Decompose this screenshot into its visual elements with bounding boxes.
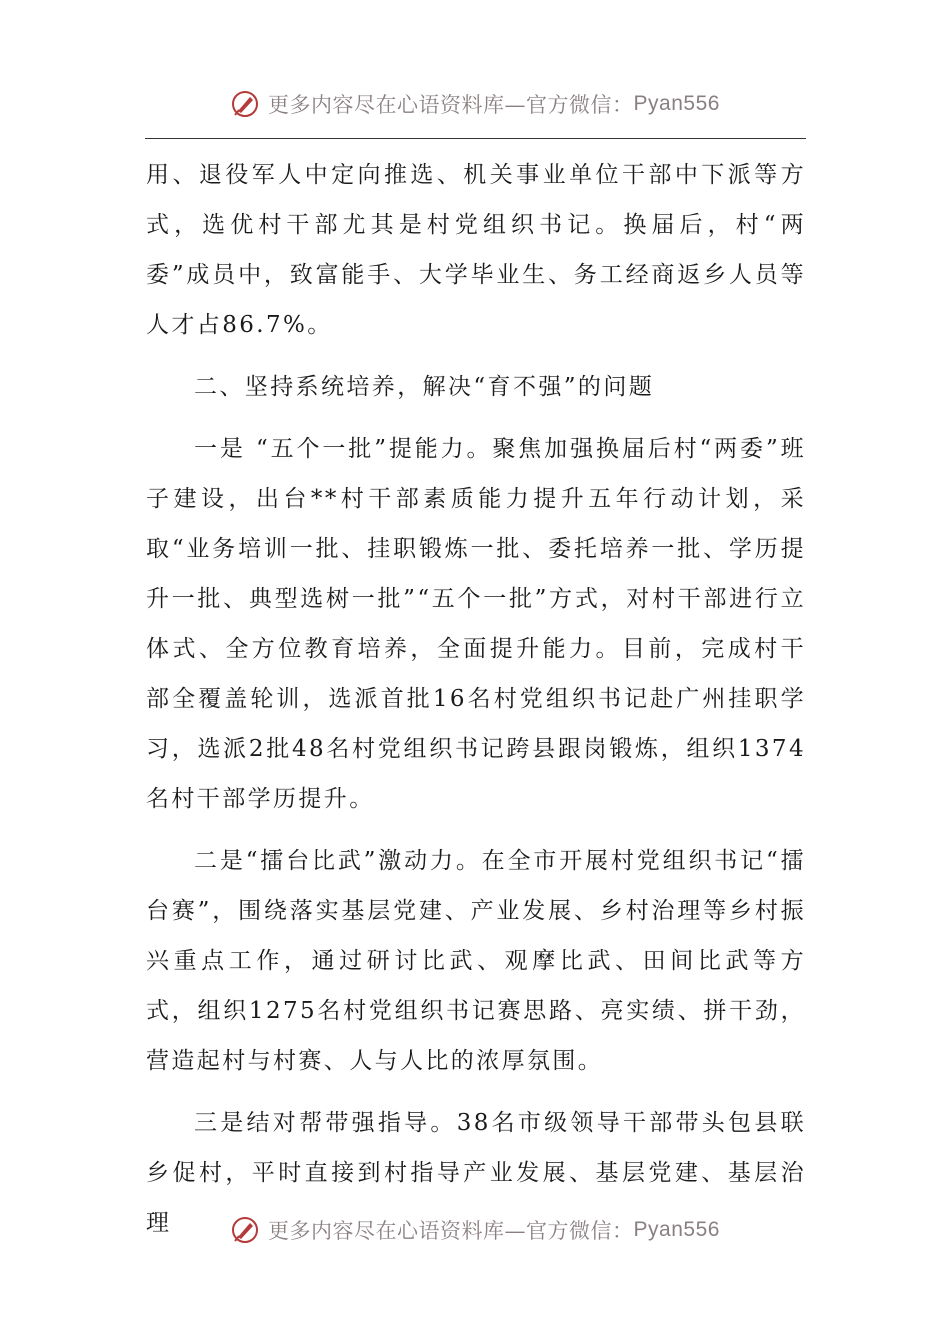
document-body <box>146 150 806 1248</box>
header-divider <box>145 138 806 139</box>
section-heading-2: 二、坚持系统培养，解决“育不强”的问题 <box>194 374 655 400</box>
pen-logo-icon <box>230 1215 260 1245</box>
header-banner-text: 更多内容尽在心语资料库—官方微信： <box>268 93 634 117</box>
pen-logo-icon <box>230 89 260 119</box>
header-wechat-id: Pyan556 <box>633 92 720 115</box>
paragraph-1: 用、退役军人中定向推选、机关事业单位干部中下派等方式，选优村干部尤其是村党组织书记。换届后，村“两委”成员中，致富能手、大学毕业生、务工经商返乡人员等人才占86.7%。 <box>146 162 806 338</box>
footer-banner-text: 更多内容尽在心语资料库—官方微信： <box>268 1219 634 1243</box>
paragraph-4: 三是结对帮带强指导。38名市级领导干部带头包县联乡促村，平时直接到村指导产业发展、基层党建、基层治理 <box>146 1110 806 1236</box>
paragraph-2: 一是 “五个一批”提能力。聚焦加强换届后村“两委”班子建设，出台**村干部素质能力提升五年行动计划，采取“业务培训一批、挂职锻炼一批、委托培养一批、学历提升一批、典型选树一批”“五个一批”方式，对村干部进行立体式、全方位教育培养，全面提升能力。目前，完成村干部全覆盖轮训，选派首批16名村党组织书记赴广州挂职学习，选派2批48名村党组织书记跨县跟岗锻炼，组织1374名村干部学历提升。 <box>146 436 806 812</box>
header-banner <box>0 82 950 126</box>
paragraph-3: 二是“擂台比武”激动力。在全市开展村党组织书记“擂台赛”，围绕落实基层党建、产业发展、乡村治理等乡村振兴重点工作，通过研讨比武、观摩比武、田间比武等方式，组织1275名村党组织书记赛思路、亮实绩、拼干劲，营造起村与村赛、人与人比的浓厚氛围。 <box>146 848 806 1074</box>
footer-banner <box>0 1208 950 1252</box>
footer-wechat-id: Pyan556 <box>633 1218 720 1241</box>
